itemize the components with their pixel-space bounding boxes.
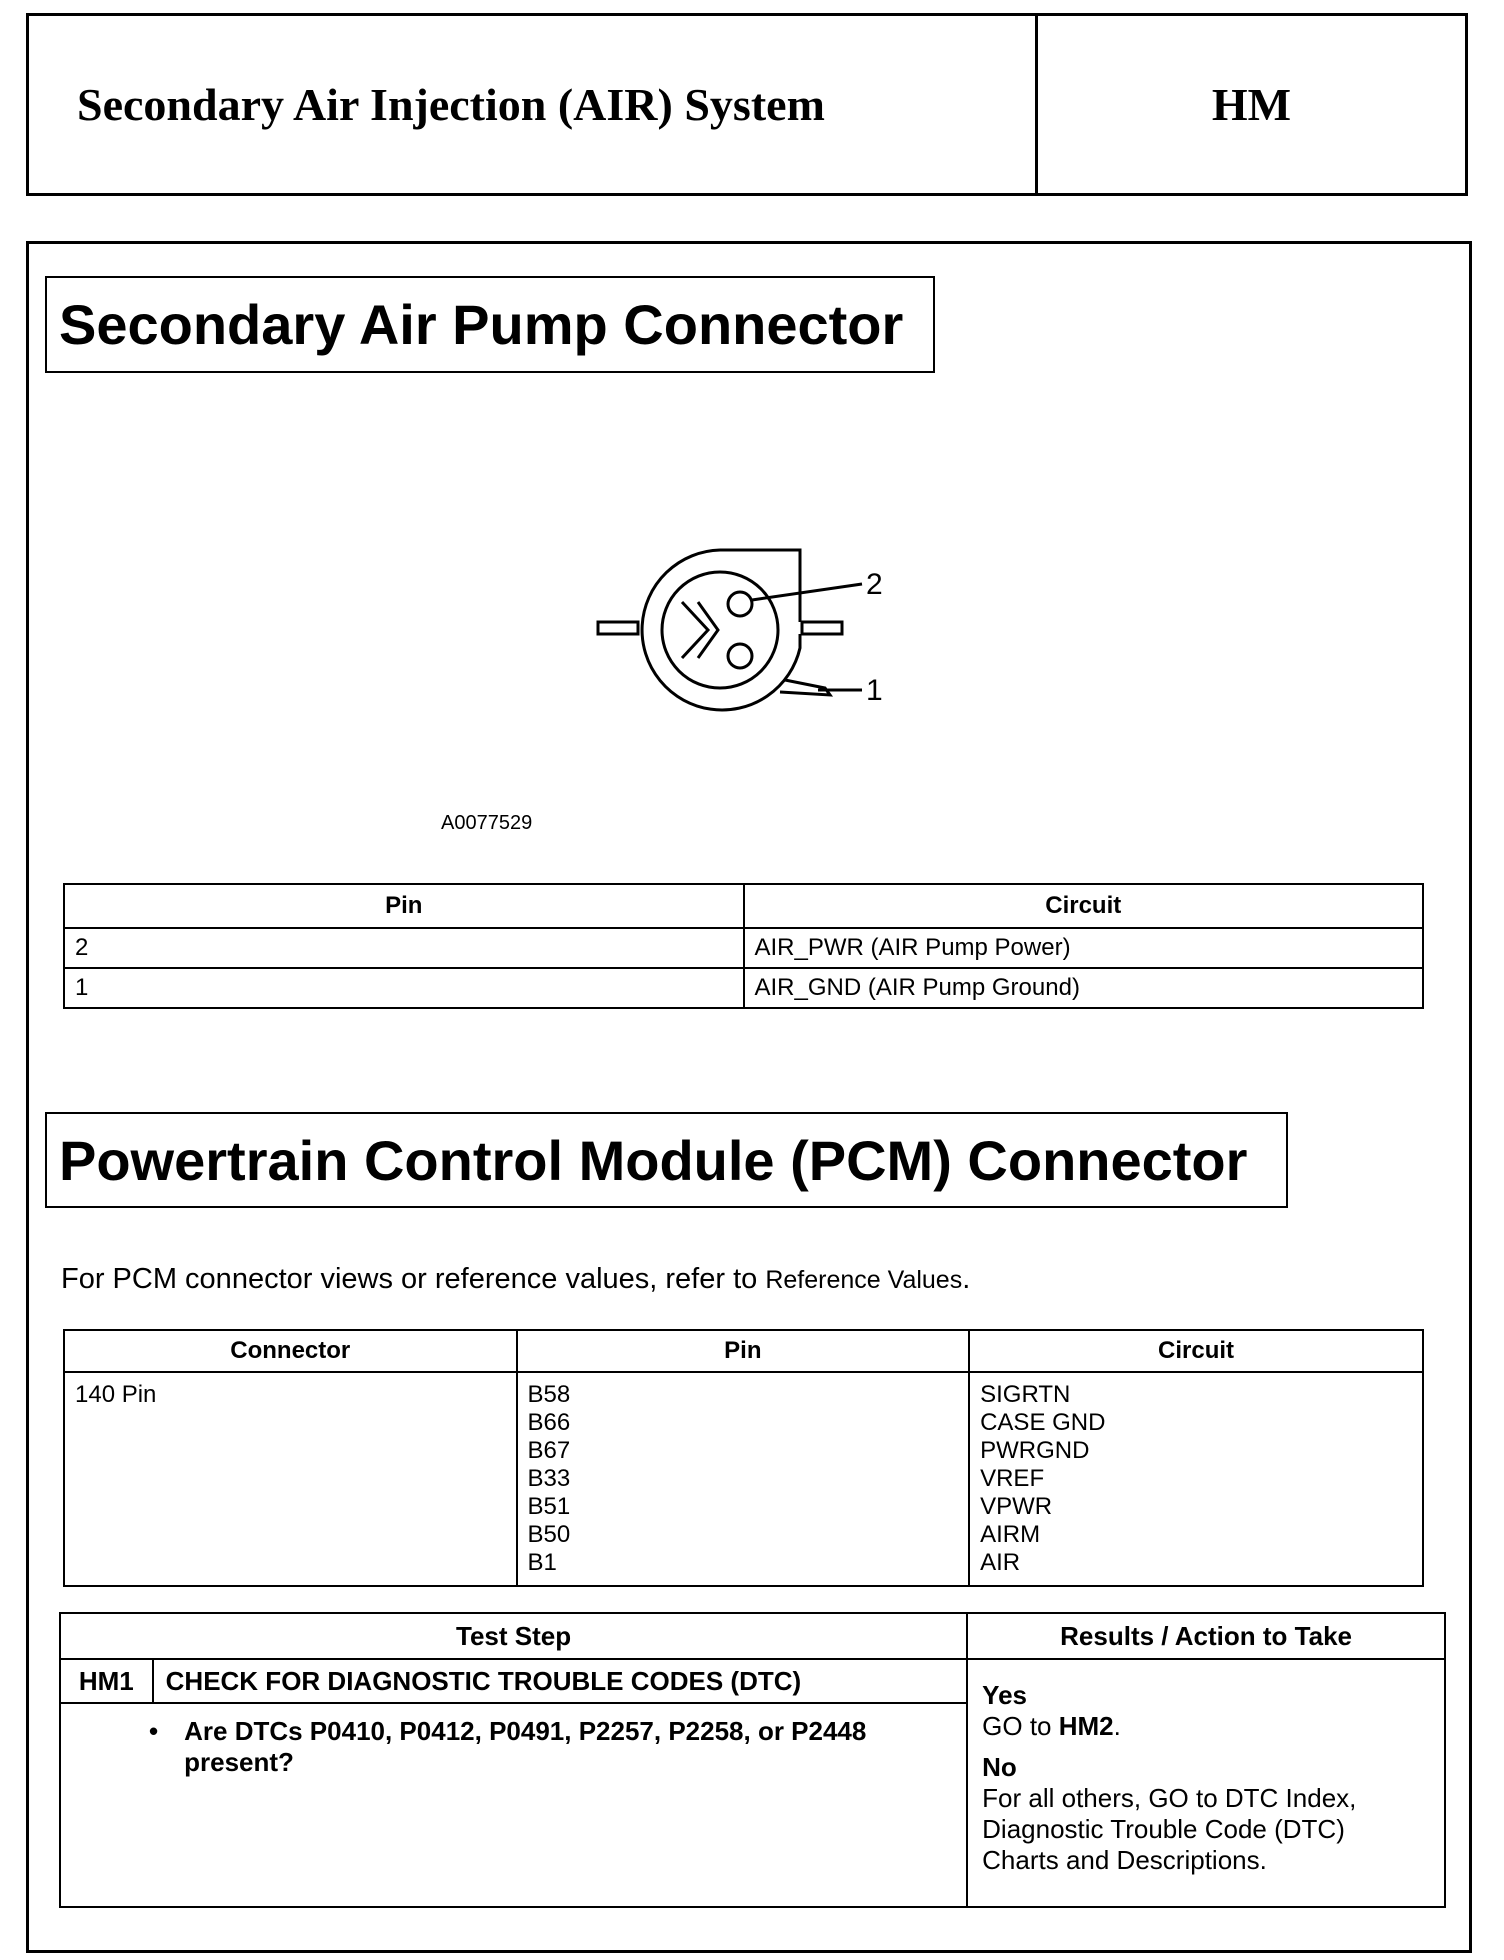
- connector-inner-ring: [662, 572, 778, 688]
- document-title: Secondary Air Injection (AIR) System: [77, 79, 825, 130]
- pin-value: B66: [527, 1409, 571, 1436]
- yes-action-prefix: GO to: [982, 1711, 1059, 1741]
- pin-cell: 2: [64, 928, 744, 968]
- yes-action: [982, 1711, 1430, 1742]
- column-header-pin: Pin: [517, 1330, 970, 1372]
- table-row: [64, 968, 1423, 1008]
- no-action-line: Diagnostic Trouble Code (DTC): [982, 1814, 1345, 1844]
- question-cell: [60, 1703, 967, 1907]
- circuit-cell: AIR_GND (AIR Pump Ground): [744, 968, 1424, 1008]
- no-action-line: For all others, GO to DTC Index,: [982, 1783, 1357, 1813]
- connector-latch: [780, 680, 830, 695]
- connector-housing: [642, 550, 800, 710]
- circuit-value: SIGRTN: [980, 1381, 1071, 1408]
- column-header-results: Results / Action to Take: [967, 1613, 1445, 1659]
- question-text: Are DTCs P0410, P0412, P0491, P2257, P2258, or P2448 present?: [184, 1716, 867, 1777]
- connector-tab-right: [802, 622, 842, 634]
- yes-action-suffix: .: [1113, 1711, 1121, 1741]
- no-action-line: Charts and Descriptions.: [982, 1845, 1267, 1875]
- test-step-row: [60, 1659, 1445, 1703]
- no-label: No: [982, 1752, 1017, 1782]
- table-row: [64, 1372, 1423, 1586]
- connector-cell: 140 Pin: [64, 1372, 517, 1586]
- pin-cell: 1: [64, 968, 744, 1008]
- pin-2-terminal: [728, 592, 752, 616]
- circuit-value: AIRM: [980, 1521, 1041, 1548]
- table-header-row: [64, 884, 1423, 928]
- pcm-connector-heading: Powertrain Control Module (PCM) Connector: [45, 1112, 1288, 1208]
- pcm-pin-table: [63, 1329, 1424, 1587]
- air-pump-pin-table: [63, 883, 1424, 1009]
- circuit-value: VREF: [980, 1465, 1045, 1492]
- yes-label: Yes: [982, 1680, 1027, 1710]
- circuit-cell: AIR_PWR (AIR Pump Power): [744, 928, 1424, 968]
- step-id: HM1: [60, 1659, 153, 1703]
- header-box: [26, 13, 1468, 196]
- circuits-cell: [969, 1372, 1423, 1586]
- circuit-value: AIR: [980, 1549, 1021, 1576]
- step-title: CHECK FOR DIAGNOSTIC TROUBLE CODES (DTC): [153, 1659, 968, 1703]
- test-step-table: [59, 1612, 1446, 1908]
- pin-value: B50: [527, 1521, 571, 1548]
- yes-action-target-link[interactable]: HM2: [1058, 1711, 1114, 1741]
- air-pump-connector-diagram: [590, 540, 930, 720]
- section-code: HM: [1211, 79, 1292, 130]
- connector-tab-left: [598, 622, 638, 634]
- circuit-value: PWRGND: [980, 1437, 1090, 1464]
- question-item: [149, 1716, 946, 1778]
- pin-value: B67: [527, 1437, 571, 1464]
- header-code-cell: [1038, 16, 1465, 193]
- pin-value: B33: [527, 1465, 571, 1492]
- pin-value: B58: [527, 1381, 571, 1408]
- column-header-connector: Connector: [64, 1330, 517, 1372]
- pin-1-label: 1: [866, 674, 883, 707]
- header-title-cell: [29, 16, 1038, 193]
- pin-value: B51: [527, 1493, 571, 1520]
- table-header-row: [64, 1330, 1423, 1372]
- table-header-row: [60, 1613, 1445, 1659]
- pins-cell: [517, 1372, 970, 1586]
- reference-text: For PCM connector views or reference values, refer to: [61, 1263, 766, 1295]
- circuit-value: VPWR: [980, 1493, 1053, 1520]
- pin-value: B1: [527, 1549, 557, 1576]
- column-header-pin: Pin: [64, 884, 744, 928]
- air-pump-connector-heading: Secondary Air Pump Connector: [45, 276, 935, 373]
- reference-end: .: [962, 1263, 971, 1295]
- pin-2-label: 2: [866, 568, 883, 601]
- column-header-circuit: Circuit: [969, 1330, 1423, 1372]
- reference-values-link[interactable]: Reference Values: [765, 1266, 963, 1294]
- bullet-icon: •: [149, 1716, 159, 1746]
- pin-2-leader: [752, 584, 862, 600]
- circuit-value: CASE GND: [980, 1409, 1106, 1436]
- column-header-test-step: Test Step: [60, 1613, 967, 1659]
- pin-1-terminal: [728, 644, 752, 668]
- results-cell: [967, 1659, 1445, 1907]
- pcm-reference-note: [61, 1263, 970, 1296]
- column-header-circuit: Circuit: [744, 884, 1424, 928]
- table-row: [64, 928, 1423, 968]
- figure-id: A0077529: [441, 812, 533, 834]
